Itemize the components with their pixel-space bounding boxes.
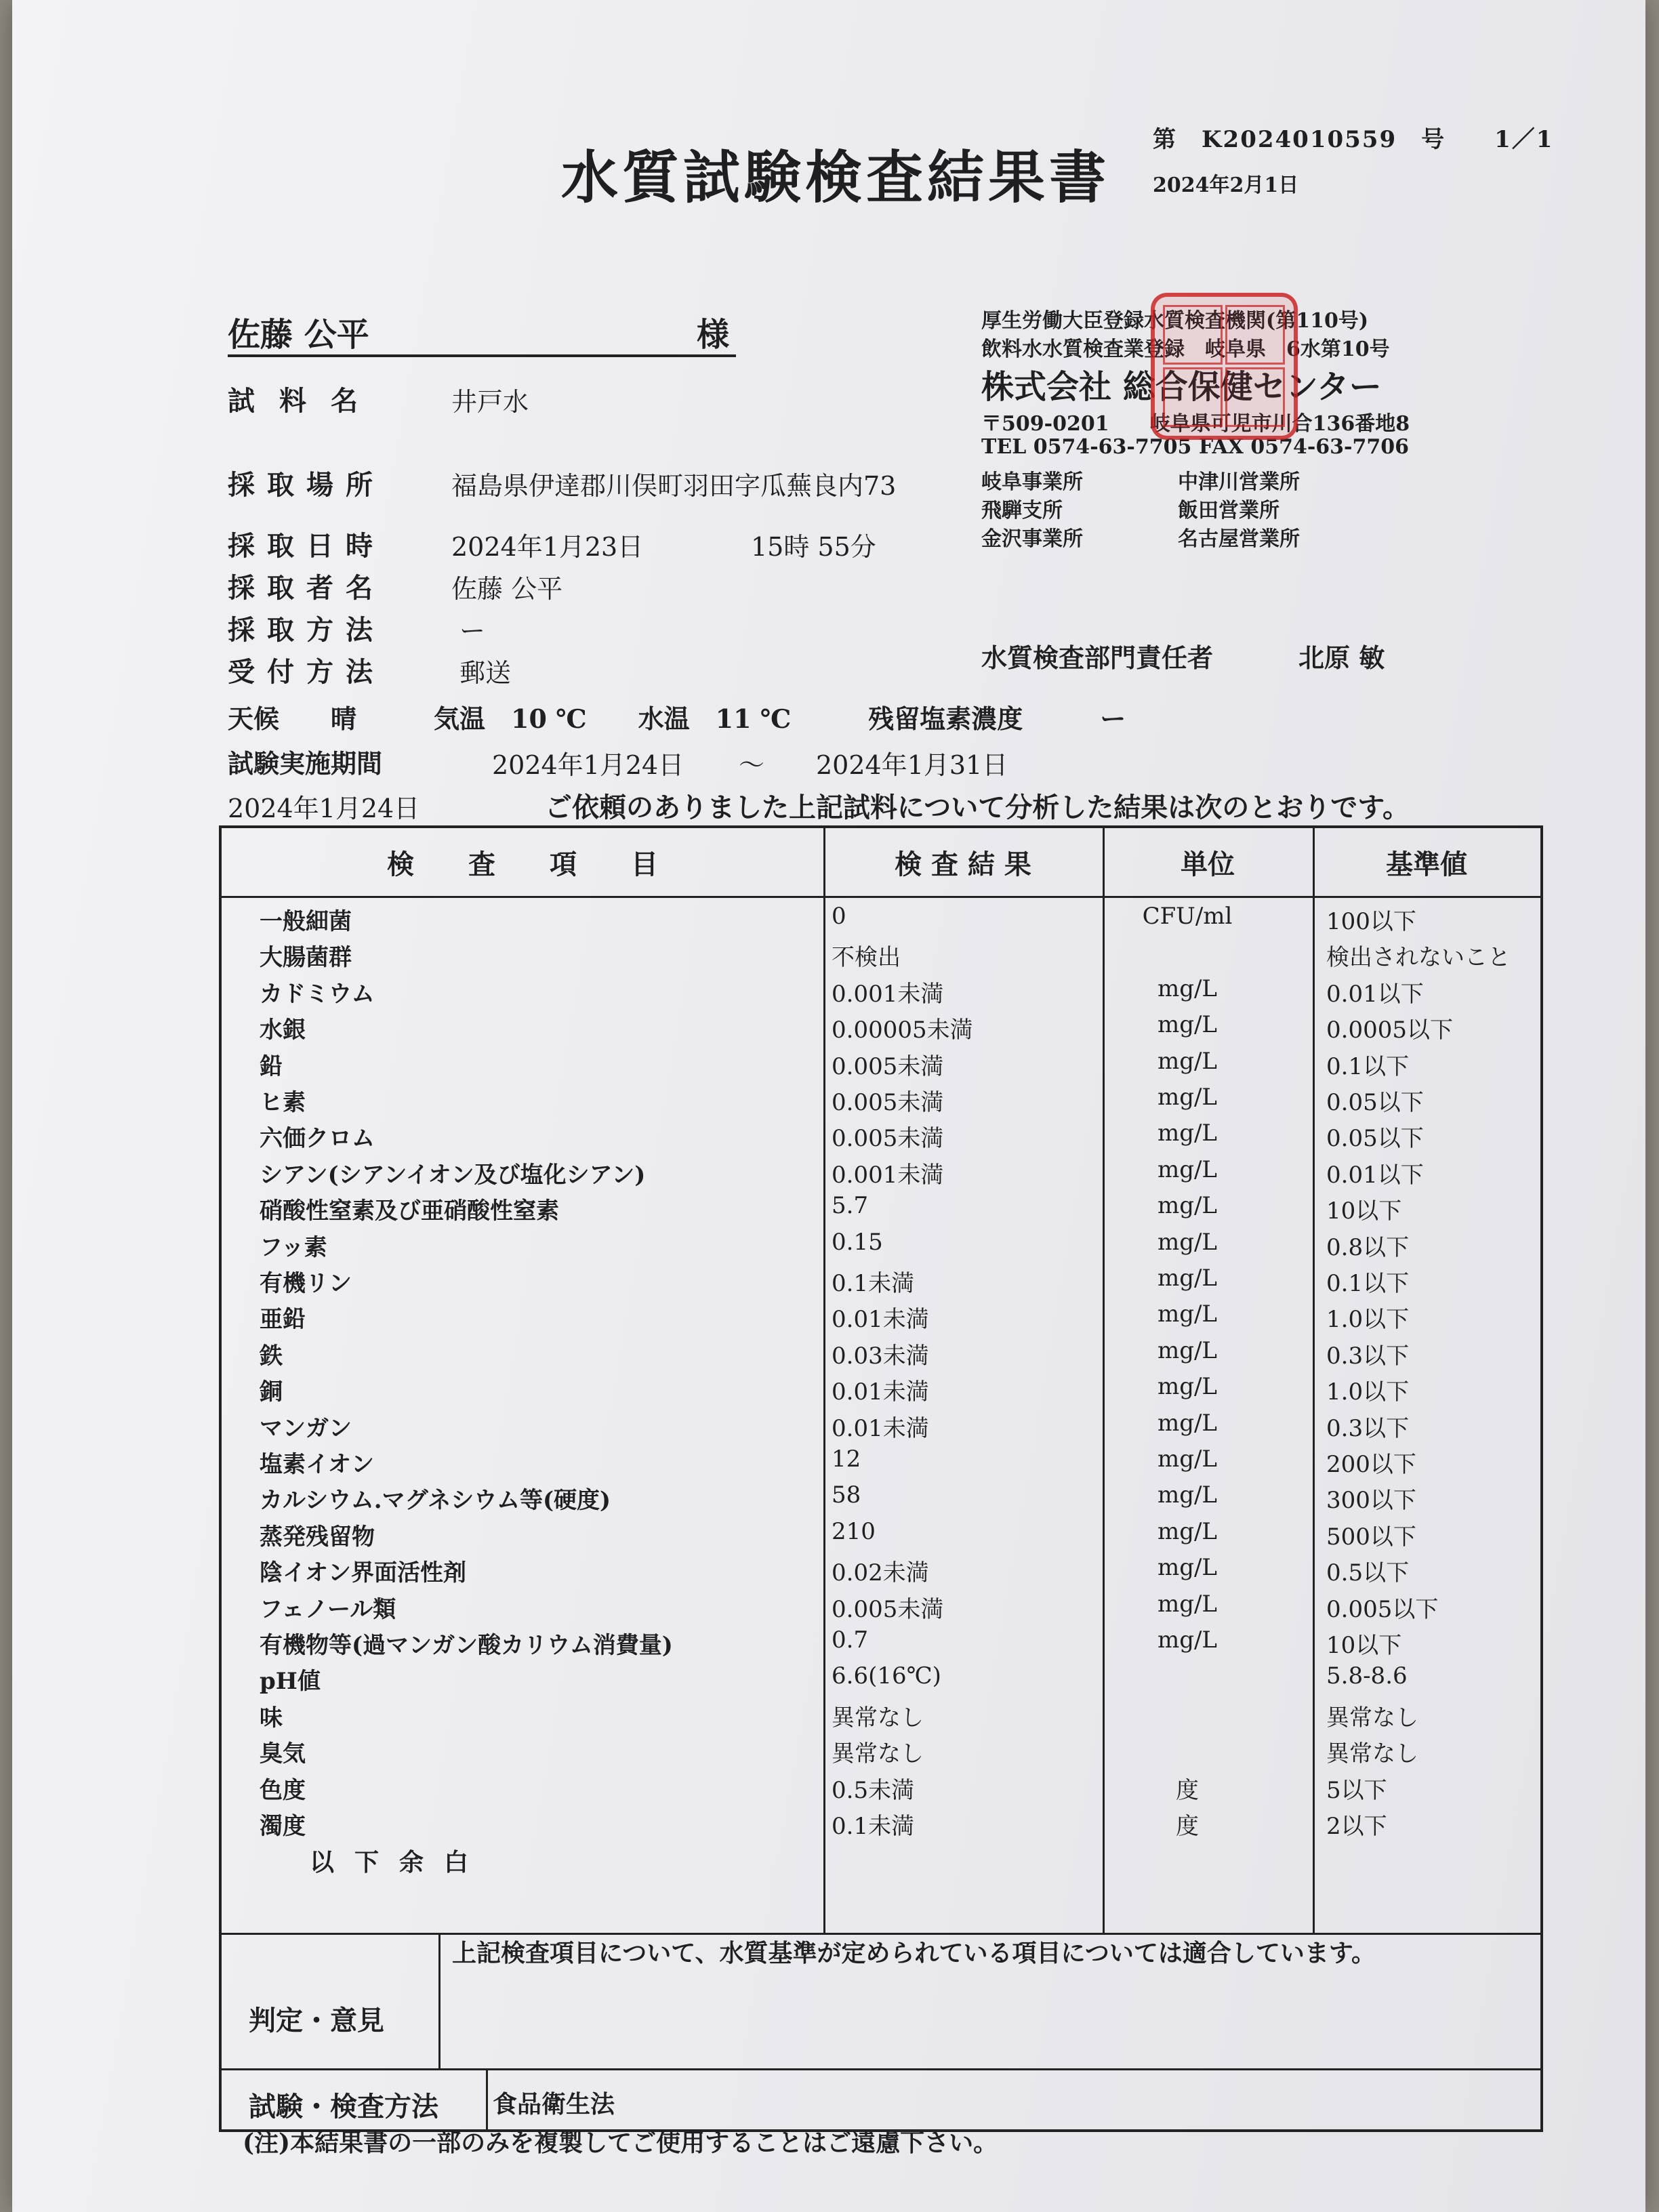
- result-value: 0.005未満: [832, 1089, 944, 1116]
- unit: mg/L: [1157, 1409, 1218, 1437]
- result-value: 0.15: [832, 1228, 883, 1256]
- registration-2: 飲料水水質検査業登録 岐阜県 6水第10号: [981, 337, 1390, 361]
- table-row: [222, 1192, 1540, 1227]
- unit: mg/L: [1157, 1011, 1218, 1039]
- sample-time: 15時 55分: [751, 532, 876, 562]
- item-name: 銅: [260, 1378, 283, 1406]
- result-value: 不検出: [832, 944, 901, 972]
- header-standard: 基準値: [1386, 848, 1467, 880]
- table-row: [222, 1554, 1540, 1589]
- table-row: [222, 1735, 1540, 1770]
- manager-label: 水質検査部門責任者: [981, 642, 1214, 673]
- report-sheet: [12, 0, 1645, 2212]
- result-value: 0.005未満: [832, 1595, 944, 1623]
- item-name: 味: [260, 1704, 283, 1732]
- unit: mg/L: [1157, 1265, 1218, 1292]
- standard-value: 0.005以下: [1326, 1595, 1439, 1623]
- result-value: 210: [832, 1517, 876, 1545]
- result-value: 0.005未満: [832, 1052, 944, 1080]
- unit: mg/L: [1157, 1047, 1218, 1075]
- table-row: [222, 1626, 1540, 1662]
- item-name: 硝酸性窒素及び亜硝酸性窒素: [260, 1197, 559, 1225]
- table-row: [222, 1229, 1540, 1264]
- item-name: 蒸発残留物: [260, 1523, 375, 1551]
- client-name: 佐藤 公平: [228, 316, 369, 354]
- footer-note: (注)本結果書の一部のみを複製してご使用することはご遠慮下さい。: [243, 2129, 998, 2157]
- page-title: 水質試験検査結果書: [561, 144, 1111, 211]
- sample-name: 井戸水: [451, 387, 529, 417]
- standard-value: 0.0005以下: [1326, 1017, 1453, 1044]
- item-name: カドミウム: [260, 980, 375, 1008]
- table-row: [222, 903, 1540, 938]
- result-value: 6.6(16℃): [832, 1662, 941, 1690]
- unit: mg/L: [1157, 1481, 1218, 1509]
- item-name: 六価クロム: [260, 1125, 375, 1153]
- result-value: 0.01未満: [832, 1306, 929, 1334]
- sample-date: 2024年1月23日: [451, 532, 644, 562]
- table-row: [222, 975, 1540, 1010]
- standard-value: 0.3以下: [1326, 1414, 1410, 1442]
- item-name: 鉛: [260, 1052, 283, 1080]
- unit: 度: [1176, 1776, 1199, 1804]
- header-result: 検 査 結 果: [895, 848, 1031, 880]
- item-name: 亜鉛: [260, 1306, 306, 1334]
- standard-value: 5以下: [1326, 1776, 1387, 1804]
- standard-value: 0.1以下: [1326, 1270, 1410, 1297]
- test-method: 食品衛生法: [493, 2090, 615, 2118]
- table-row: [222, 1591, 1540, 1626]
- standard-value: 0.1以下: [1326, 1052, 1410, 1080]
- sampling-method: ー: [459, 616, 486, 646]
- standard-value: 0.8以下: [1326, 1233, 1410, 1261]
- item-name: 濁度: [260, 1813, 306, 1840]
- company-address: 〒509-0201 岐阜県可児市川合136番地8: [981, 412, 1410, 436]
- result-value: 0.001未満: [832, 980, 944, 1008]
- table-row: [222, 1807, 1540, 1843]
- header-item: 検 査 項 目: [387, 848, 658, 880]
- result-value: 0.7: [832, 1626, 869, 1654]
- unit: CFU/ml: [1142, 903, 1233, 930]
- unit: mg/L: [1157, 1336, 1218, 1364]
- standard-value: 1.0以下: [1326, 1306, 1410, 1334]
- office-iida: 飯田営業所: [1178, 499, 1279, 523]
- result-value: 0.001未満: [832, 1161, 944, 1189]
- manager-name: 北原 敏: [1298, 642, 1385, 673]
- standard-value: 1.0以下: [1326, 1378, 1410, 1406]
- result-value: 異常なし: [832, 1704, 924, 1732]
- test-method-label: 試験・検査方法: [249, 2091, 438, 2123]
- item-name: 鉄: [260, 1342, 283, 1370]
- unit: mg/L: [1157, 1626, 1218, 1654]
- period-separator: ～: [739, 750, 765, 780]
- item-name: 有機リン: [260, 1270, 352, 1297]
- unit: mg/L: [1157, 975, 1218, 1002]
- unit: mg/L: [1157, 1084, 1218, 1111]
- item-name: シアン(シアンイオン及び塩化シアン): [260, 1161, 646, 1189]
- standard-value: 異常なし: [1326, 1704, 1418, 1732]
- result-value: 0.1未満: [832, 1813, 915, 1840]
- office-kanazawa: 金沢事業所: [981, 527, 1083, 551]
- company-name: 株式会社 総合保健センター: [981, 368, 1382, 406]
- item-name: フェノール類: [260, 1595, 396, 1623]
- table-row: [222, 1300, 1540, 1336]
- table-row: [222, 1481, 1540, 1517]
- office-gifu: 岐阜事業所: [981, 470, 1083, 494]
- office-nagoya: 名古屋営業所: [1178, 527, 1300, 551]
- table-row: [222, 1337, 1540, 1372]
- item-name: 大腸菌群: [260, 944, 352, 972]
- standard-value: 200以下: [1326, 1451, 1416, 1478]
- standard-value: 100以下: [1326, 908, 1416, 935]
- blank-note: 以下余白: [310, 1848, 489, 1877]
- item-name: 塩素イオン: [260, 1451, 374, 1478]
- item-name: 臭気: [260, 1740, 306, 1768]
- results-table: [219, 825, 1543, 2132]
- result-value: 異常なし: [832, 1740, 924, 1768]
- table-row: [222, 1084, 1540, 1119]
- standard-value: 0.5以下: [1326, 1559, 1410, 1587]
- unit: mg/L: [1157, 1120, 1218, 1147]
- result-value: 0.005未満: [832, 1125, 944, 1153]
- standard-value: 異常なし: [1326, 1740, 1418, 1768]
- standard-value: 0.05以下: [1326, 1125, 1424, 1153]
- standard-value: 0.01以下: [1326, 980, 1424, 1008]
- reception-label: 受付方法: [228, 656, 385, 688]
- table-row: [222, 939, 1540, 974]
- judgment-label: 判定・意見: [249, 2005, 384, 2036]
- unit: mg/L: [1157, 1228, 1218, 1256]
- item-name: 色度: [260, 1776, 306, 1804]
- location-label: 採取場所: [228, 469, 385, 501]
- table-row: [222, 1662, 1540, 1698]
- standard-value: 0.05以下: [1326, 1089, 1424, 1116]
- standard-value: 0.01以下: [1326, 1161, 1424, 1189]
- office-hida: 飛騨支所: [981, 499, 1063, 523]
- result-value: 0.01未満: [832, 1378, 929, 1406]
- standard-value: 5.8-8.6: [1326, 1662, 1408, 1690]
- standard-value: 0.3以下: [1326, 1342, 1410, 1370]
- collector: 佐藤 公平: [451, 574, 563, 604]
- collector-label: 採取者名: [228, 572, 385, 604]
- table-row: [222, 1265, 1540, 1300]
- item-name: 一般細菌: [260, 908, 352, 935]
- issue-date: 2024年2月1日: [1153, 173, 1299, 197]
- unit: mg/L: [1157, 1155, 1218, 1183]
- table-row: [222, 1699, 1540, 1734]
- standard-value: 300以下: [1326, 1487, 1416, 1515]
- item-name: マンガン: [260, 1414, 352, 1442]
- result-value: 5.7: [832, 1192, 869, 1220]
- company-seal-stamp: [1151, 293, 1298, 440]
- standard-value: 10以下: [1326, 1197, 1402, 1225]
- unit: mg/L: [1157, 1554, 1218, 1582]
- company-phone: TEL 0574-63-7705 FAX 0574-63-7706: [981, 435, 1409, 459]
- header-unit: 単位: [1181, 848, 1235, 880]
- item-name: pH値: [260, 1668, 321, 1696]
- client-honorific: 様: [696, 316, 729, 354]
- item-name: 陰イオン界面活性剤: [260, 1559, 466, 1587]
- document-number: 第 K2024010559 号 1／1: [1153, 126, 1554, 153]
- table-row: [222, 1771, 1540, 1807]
- location: 福島県伊達郡川俣町羽田字瓜蕪良内73: [451, 471, 897, 501]
- table-row: [222, 1518, 1540, 1553]
- standard-value: 500以下: [1326, 1523, 1416, 1551]
- item-name: カルシウム.マグネシウム等(硬度): [260, 1487, 611, 1515]
- item-name: フッ素: [260, 1233, 327, 1261]
- item-name: 水銀: [260, 1017, 306, 1044]
- unit: mg/L: [1157, 1300, 1218, 1328]
- unit: mg/L: [1157, 1192, 1218, 1220]
- result-value: 0.00005未満: [832, 1017, 973, 1044]
- judgment-text: 上記検査項目について、水質基準が定められている項目については適合しています。: [452, 1939, 1376, 1967]
- unit: mg/L: [1157, 1517, 1218, 1545]
- result-value: 58: [832, 1481, 861, 1509]
- sample-name-label: 試料名: [228, 385, 382, 417]
- result-value: 0: [832, 903, 846, 930]
- period-end: 2024年1月31日: [816, 750, 1008, 780]
- period-label: 試験実施期間: [228, 748, 383, 779]
- result-value: 0.5未満: [832, 1776, 915, 1804]
- item-name: ヒ素: [260, 1089, 306, 1116]
- standard-value: 検出されないこと: [1326, 944, 1511, 972]
- client-name-line: [228, 308, 736, 357]
- unit: 度: [1176, 1813, 1199, 1840]
- unit: mg/L: [1157, 1590, 1218, 1618]
- office-nakatsugawa: 中津川営業所: [1178, 470, 1300, 494]
- table-row: [222, 1120, 1540, 1155]
- table-row: [222, 1373, 1540, 1408]
- sampling-method-label: 採取方法: [228, 614, 385, 646]
- result-value: 0.02未満: [832, 1559, 929, 1587]
- table-row: [222, 1011, 1540, 1046]
- table-row: [222, 1048, 1540, 1083]
- unit: mg/L: [1157, 1446, 1218, 1473]
- result-value: 0.01未満: [832, 1414, 929, 1442]
- receipt-date: 2024年1月24日: [228, 794, 420, 823]
- registration-1: 厚生労働大臣登録水質検査機関(第110号): [981, 309, 1369, 333]
- result-value: 12: [832, 1446, 861, 1473]
- datetime-label: 採取日時: [228, 530, 385, 562]
- result-value: 0.1未満: [832, 1270, 915, 1297]
- standard-value: 10以下: [1326, 1632, 1402, 1659]
- unit: mg/L: [1157, 1373, 1218, 1401]
- standard-value: 2以下: [1326, 1813, 1387, 1840]
- period-start: 2024年1月24日: [492, 750, 684, 780]
- intro-text: ご依頼のありました上記試料について分析した結果は次のとおりです。: [545, 792, 1410, 823]
- reception: 郵送: [459, 658, 512, 688]
- result-value: 0.03未満: [832, 1342, 929, 1370]
- table-row: [222, 1156, 1540, 1191]
- table-row: [222, 1446, 1540, 1481]
- weather-line: 天候 晴 気温 10 ℃ 水温 11 ℃ 残留塩素濃度 ー: [228, 703, 1126, 734]
- item-name: 有機物等(過マンガン酸カリウム消費量): [260, 1632, 673, 1659]
- table-row: [222, 1410, 1540, 1445]
